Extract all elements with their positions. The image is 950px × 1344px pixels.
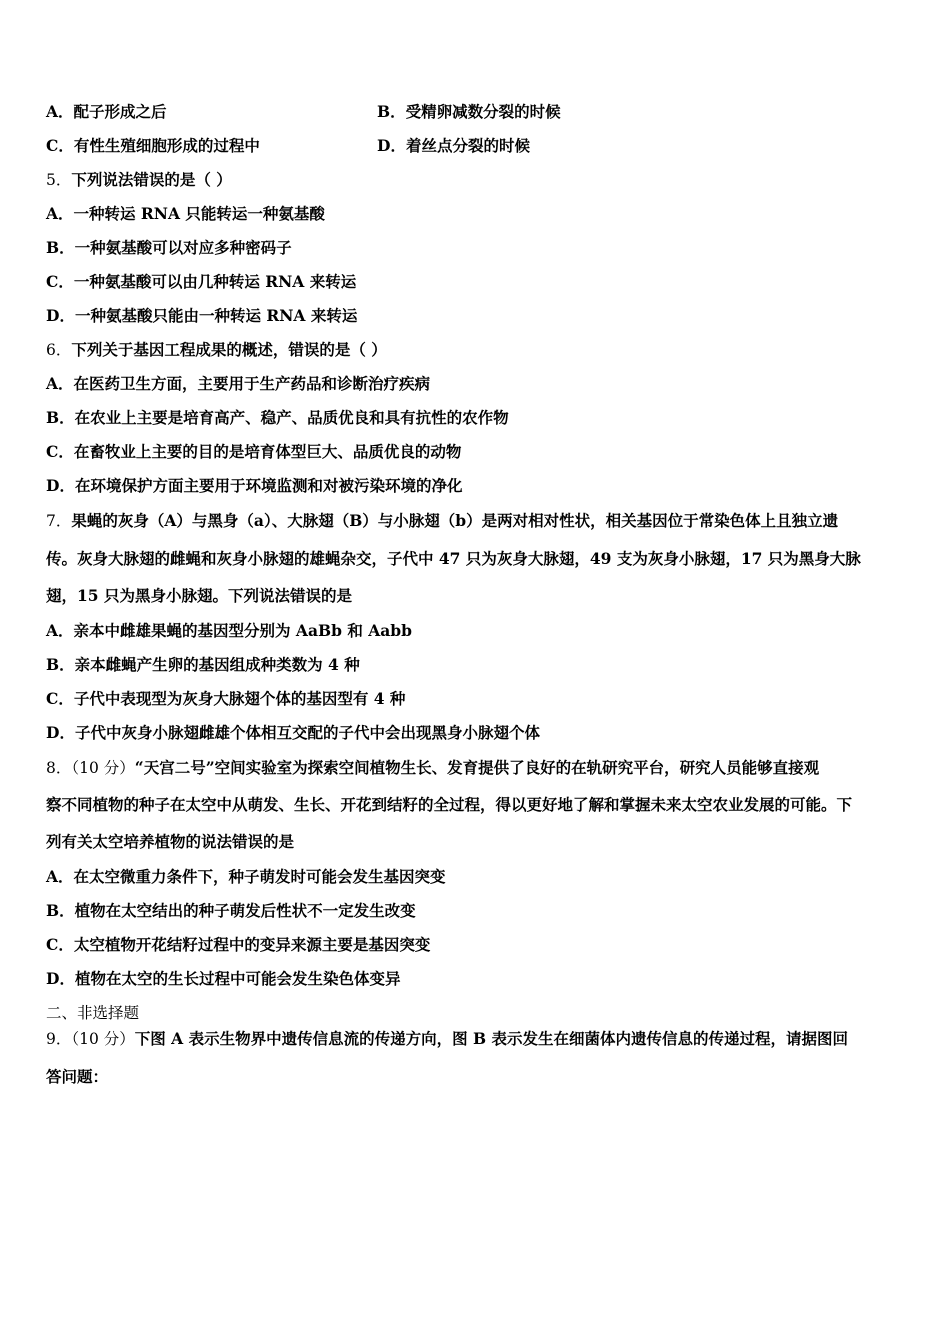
q7-option-a: [46, 621, 412, 641]
q7-option-b: [46, 655, 360, 675]
option-letter: C．: [46, 136, 74, 155]
option-letter: B．: [377, 102, 406, 121]
q8-option-b: [46, 901, 416, 921]
option-text: 一种氨基酸可以由几种转运 RNA 来转运: [73, 272, 357, 291]
option-text: 子代中灰身小脉翅雌雄个体相互交配的子代中会出现黑身小脉翅个体: [74, 723, 540, 742]
option-text: 亲本雌蝇产生卵的基因组成种类数为 4 种: [74, 655, 360, 674]
option-text: 一种转运 RNA 只能转运一种氨基酸: [73, 204, 325, 223]
question-stem: 下列说法错误的是（ ）: [71, 170, 232, 189]
question-stem: “天宫二号”空间实验室为探索空间植物生长、发育提供了良好的在轨研究平台，研究人员能够直接观: [134, 758, 820, 777]
q7-option-c: [46, 689, 405, 709]
option-text: 一种氨基酸可以对应多种密码子: [74, 238, 292, 257]
q8-stem-line-3: 列有关太空培养植物的说法错误的是: [46, 832, 295, 851]
q5-option-c: [46, 272, 356, 292]
q8-stem-line-1: [46, 758, 819, 778]
option-letter: C．: [46, 272, 74, 291]
section-heading: 二、非选择题: [46, 1004, 140, 1022]
q6-option-a: [46, 374, 430, 394]
q4-option-b: [377, 102, 561, 122]
option-letter: A．: [46, 867, 74, 886]
q5-stem: [46, 170, 232, 190]
option-letter: D．: [377, 136, 406, 155]
q6-stem: [46, 340, 387, 360]
q7-stem-line-2: 传。灰身大脉翅的雌蝇和灰身小脉翅的雄蝇杂交，子代中 47 只为灰身大脉翅，49 支为灰身小脉翅，17 只为黑身大脉: [46, 549, 861, 568]
q6-option-b: [46, 408, 509, 428]
option-letter: A．: [46, 374, 74, 393]
question-number: 7．: [46, 512, 72, 530]
option-letter: C．: [46, 442, 74, 461]
option-letter: D．: [46, 306, 75, 325]
option-letter: C．: [46, 935, 74, 954]
q4-option-a: [46, 102, 167, 122]
option-text: 子代中表现型为灰身大脉翅个体的基因型有 4 种: [73, 689, 406, 708]
question-stem: 下列关于基因工程成果的概述，错误的是（ ）: [71, 340, 387, 359]
question-score: （10 分）: [71, 759, 135, 777]
q8-stem-line-2: 察不同植物的种子在太空中从萌发、生长、开花到结籽的全过程，得以更好地了解和掌握未来太空农业发展的可能。下: [46, 795, 853, 814]
option-text: 在农业上主要是培育高产、稳产、品质优良和具有抗性的农作物: [74, 408, 509, 427]
option-text: 植物在太空结出的种子萌发后性状不一定发生改变: [74, 901, 416, 920]
option-text: 着丝点分裂的时候: [405, 136, 530, 155]
option-letter: C．: [46, 689, 74, 708]
q8-option-a: [46, 867, 446, 887]
option-text: 一种氨基酸只能由一种转运 RNA 来转运: [74, 306, 358, 325]
option-text: 有性生殖细胞形成的过程中: [73, 136, 260, 155]
q8-option-c: [46, 935, 430, 955]
option-text: 配子形成之后: [73, 102, 167, 121]
q5-option-b: [46, 238, 292, 258]
option-letter: D．: [46, 476, 75, 495]
option-letter: B．: [46, 655, 75, 674]
q9-stem-line-1: [46, 1029, 848, 1049]
option-letter: B．: [46, 901, 75, 920]
q5-option-d: [46, 306, 357, 326]
q4-option-d: [377, 136, 530, 156]
option-letter: D．: [46, 723, 75, 742]
option-text: 受精卵减数分裂的时候: [405, 102, 561, 121]
q7-stem-line-3: 翅，15 只为黑身小脉翅。下列说法错误的是: [46, 586, 352, 605]
q4-option-c: [46, 136, 260, 156]
option-text: 植物在太空的生长过程中可能会发生染色体变异: [74, 969, 401, 988]
question-score: （10 分）: [71, 1030, 135, 1048]
q5-option-a: [46, 204, 325, 224]
q7-option-d: [46, 723, 540, 743]
option-letter: B．: [46, 408, 75, 427]
option-letter: D．: [46, 969, 75, 988]
question-stem: 下图 A 表示生物界中遗传信息流的传递方向，图 B 表示发生在细菌体内遗传信息的传递过程，请据图回: [134, 1029, 848, 1048]
option-text: 在太空微重力条件下，种子萌发时可能会发生基因突变: [73, 867, 446, 886]
option-text: 亲本中雌雄果蝇的基因型分别为 AaBb 和 Aabb: [73, 621, 412, 640]
option-text: 在医药卫生方面，主要用于生产药品和诊断治疗疾病: [73, 374, 431, 393]
q7-stem-line-1: [46, 511, 838, 531]
option-letter: B．: [46, 238, 75, 257]
question-number: 6．: [46, 341, 72, 359]
q6-option-c: [46, 442, 461, 462]
option-letter: A．: [46, 102, 74, 121]
question-number: 5．: [46, 171, 72, 189]
question-stem: 果蝇的灰身（A）与黑身（a）、大脉翅（B）与小脉翅（b）是两对相对性状，相关基因位于常染色体上且独立遗: [71, 511, 839, 530]
q9-stem-line-2: 答问题：: [46, 1067, 109, 1086]
q6-option-d: [46, 476, 462, 496]
q8-option-d: [46, 969, 400, 989]
option-text: 太空植物开花结籽过程中的变异来源主要是基因突变: [73, 935, 431, 954]
question-number: 8．: [46, 759, 72, 777]
option-letter: A．: [46, 621, 74, 640]
option-text: 在畜牧业上主要的目的是培育体型巨大、品质优良的动物: [73, 442, 462, 461]
question-number: 9．: [46, 1030, 72, 1048]
option-letter: A．: [46, 204, 74, 223]
option-text: 在环境保护方面主要用于环境监测和对被污染环境的净化: [74, 476, 463, 495]
